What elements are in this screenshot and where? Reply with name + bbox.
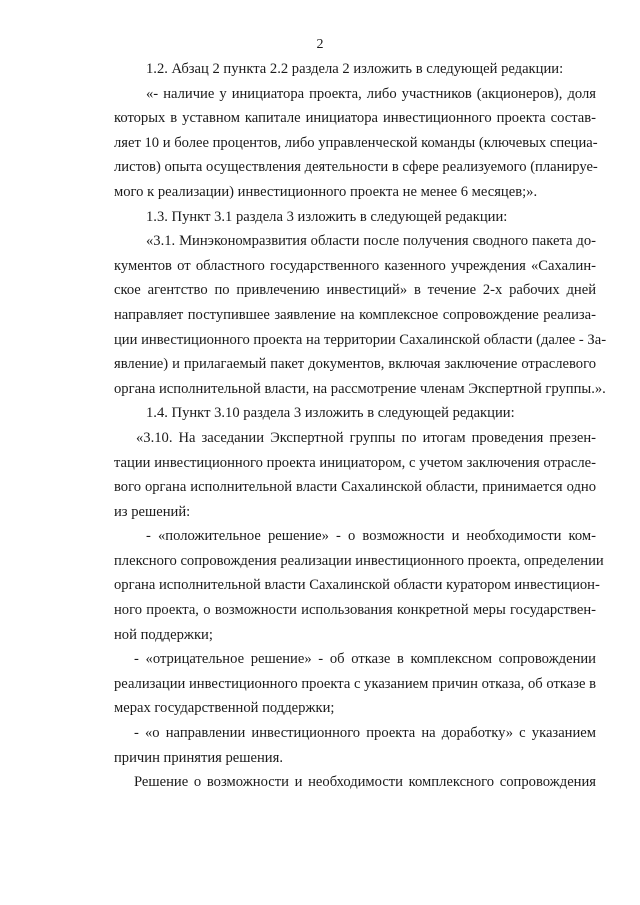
text-line: ной поддержки; [114,626,213,643]
text-line: «3.1. Минэкономразвития области после получения сводного пакета до- [146,233,596,250]
text-line: 1.3. Пункт 3.1 раздела 3 изложить в следующей редакции: [146,208,508,225]
text-line: реализации инвестиционного проекта с указанием причин отказа, об отказе в [114,675,596,692]
text-line: 1.2. Абзац 2 пункта 2.2 раздела 2 изложить в следующей редакции: [146,61,564,77]
text-line: явление) и прилагаемый пакет документов, включая заключение отраслевого [114,356,596,373]
text-line: - «положительное решение» - о возможности и необходимости ком- [146,528,596,545]
paragraph [114,647,596,721]
text-line: «- наличие у инициатора проекта, либо участников (акционеров), доля [146,85,596,102]
page-number: 2 [316,37,324,52]
text-line: - «отрицательное решение» - об отказе в комплексном сопровождении [134,651,596,668]
text-line: из решений: [114,503,191,520]
text-line: плексного сопровождения реализации инвестиционного проекта, определении [114,552,604,569]
text-line: тации инвестиционного проекта инициатором, с учетом заключения отрасле- [114,454,596,471]
text-line: органа исполнительной власти Сахалинской области куратором инвестицион- [114,577,600,594]
paragraph [114,721,596,770]
paragraph [114,229,607,401]
paragraph [114,426,596,524]
text-line: ское агентство по привлечению инвестиций» в течение 2-х рабочих дней [114,282,596,299]
text-line: листов) опыта осуществления деятельности в сфере реализуемого (планируе- [114,159,598,176]
paragraph [114,205,596,230]
text-line: 1.4. Пункт 3.10 раздела 3 изложить в следующей редакции: [146,405,515,422]
paragraph [114,82,596,205]
text-line: органа исполнительной власти, на рассмотрение членам Экспертной группы.». [114,380,606,397]
text-line: кументов от областного государственного казенного учреждения «Сахалин- [114,257,596,274]
paragraph [114,770,596,795]
paragraph [114,57,596,82]
document-body [114,57,607,795]
text-line: «3.10. На заседании Экспертной группы по итогам проведения презен- [136,429,596,446]
text-line: Решение о возможности и необходимости комплексного сопровождения [134,774,596,791]
paragraph [114,401,596,426]
text-line: ляет 10 и более процентов, либо управленческой команды (ключевых специа- [114,134,598,151]
text-line: - «о направлении инвестиционного проекта на доработку» с указанием [134,725,596,742]
text-line: ции инвестиционного проекта на территории Сахалинской области (далее - За- [114,331,607,348]
text-line: мого к реализации) инвестиционного проекта не менее 6 месяцев;». [114,183,538,200]
text-line: мерах государственной поддержки; [114,700,335,717]
text-line: причин принятия решения. [114,749,283,766]
text-line: вого органа исполнительной власти Сахалинской области, принимается одно [114,479,596,496]
paragraph [114,524,604,647]
text-line: ного проекта, о возможности использования конкретной меры государствен- [114,602,596,619]
text-line: которых в уставном капитале инициатора инвестиционного проекта состав- [114,110,596,127]
text-line: направляет поступившее заявление на комплексное сопровождение реализа- [114,306,596,323]
